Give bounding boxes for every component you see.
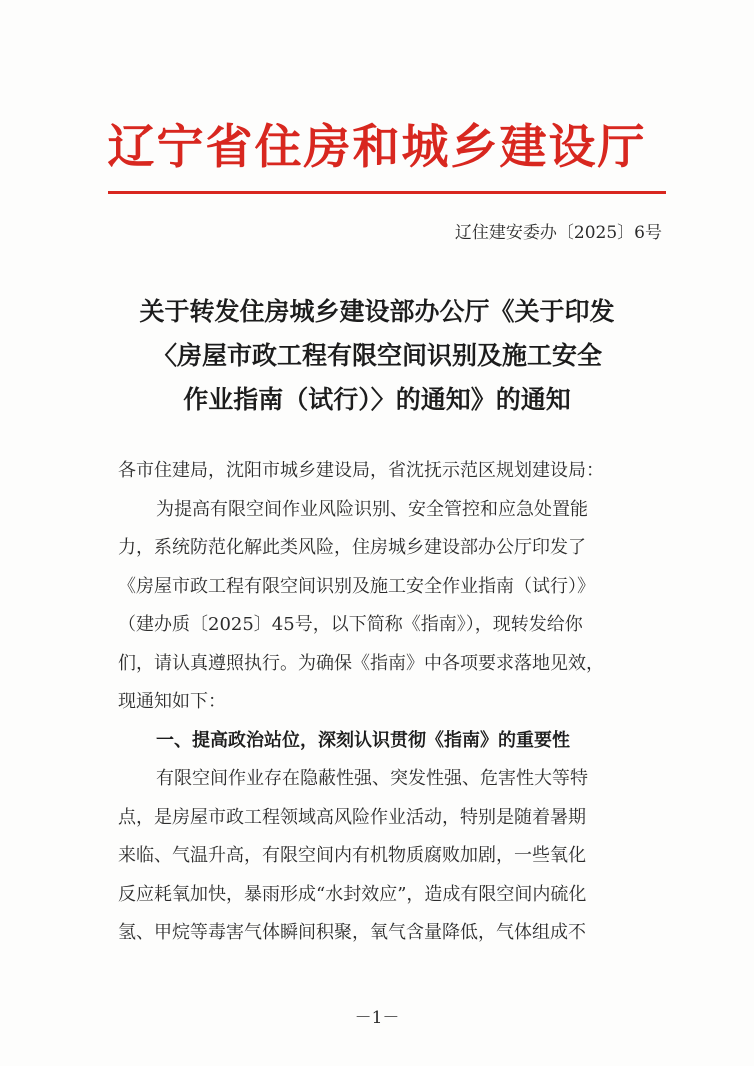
- document-title: [0, 290, 754, 422]
- title-line: 〈房屋市政工程有限空间识别及施工安全: [151, 341, 602, 370]
- paragraph-line: 《房屋市政工程有限空间识别及施工安全作业指南（试行）》: [118, 575, 595, 597]
- red-header-rule: [108, 191, 666, 194]
- addressee-line: 各市住建局，沈阳市城乡建设局，省沈抚示范区规划建设局：: [118, 460, 604, 481]
- title-line: 作业指南（试行）〉的通知》的通知: [183, 385, 571, 414]
- paragraph-line: 氢、甲烷等毒害气体瞬间积聚，氧气含量降低，气体组成不: [118, 922, 586, 943]
- issuing-authority-title: 辽宁省住房和城乡建设厅: [107, 120, 647, 175]
- paragraph-line: （建办质〔2025〕45号，以下简称《指南》），现转发给你: [118, 614, 583, 635]
- document-number: 辽住建安委办〔2025〕6号: [454, 223, 662, 243]
- page-number: －1－: [354, 1008, 400, 1028]
- paragraph-line: 反应耗氧加快，暴雨形成“水封效应”，造成有限空间内硫化: [118, 883, 587, 905]
- document-body: [118, 452, 658, 953]
- section-heading: 一、提高政治站位，深刻认识贯彻《指南》的重要性: [156, 729, 570, 751]
- paragraph-line: 点，是房屋市政工程领域高风险作业活动，特别是随着暑期: [118, 806, 586, 828]
- paragraph-line: 为提高有限空间作业风险识别、安全管控和应急处置能: [156, 498, 588, 520]
- paragraph-line: 有限空间作业存在隐蔽性强、突发性强、危害性大等特: [156, 768, 588, 789]
- paragraph-line: 来临、气温升高，有限空间内有机物质腐败加剧，一些氧化: [118, 845, 586, 866]
- paragraph-line: 力，系统防范化解此类风险，住房城乡建设部办公厅印发了: [118, 537, 586, 558]
- title-line: 关于转发住房城乡建设部办公厅《关于印发: [139, 297, 615, 326]
- paragraph-line: 们，请认真遵照执行。为确保《指南》中各项要求落地见效，: [118, 652, 604, 674]
- paragraph-line: 现通知如下：: [118, 691, 226, 712]
